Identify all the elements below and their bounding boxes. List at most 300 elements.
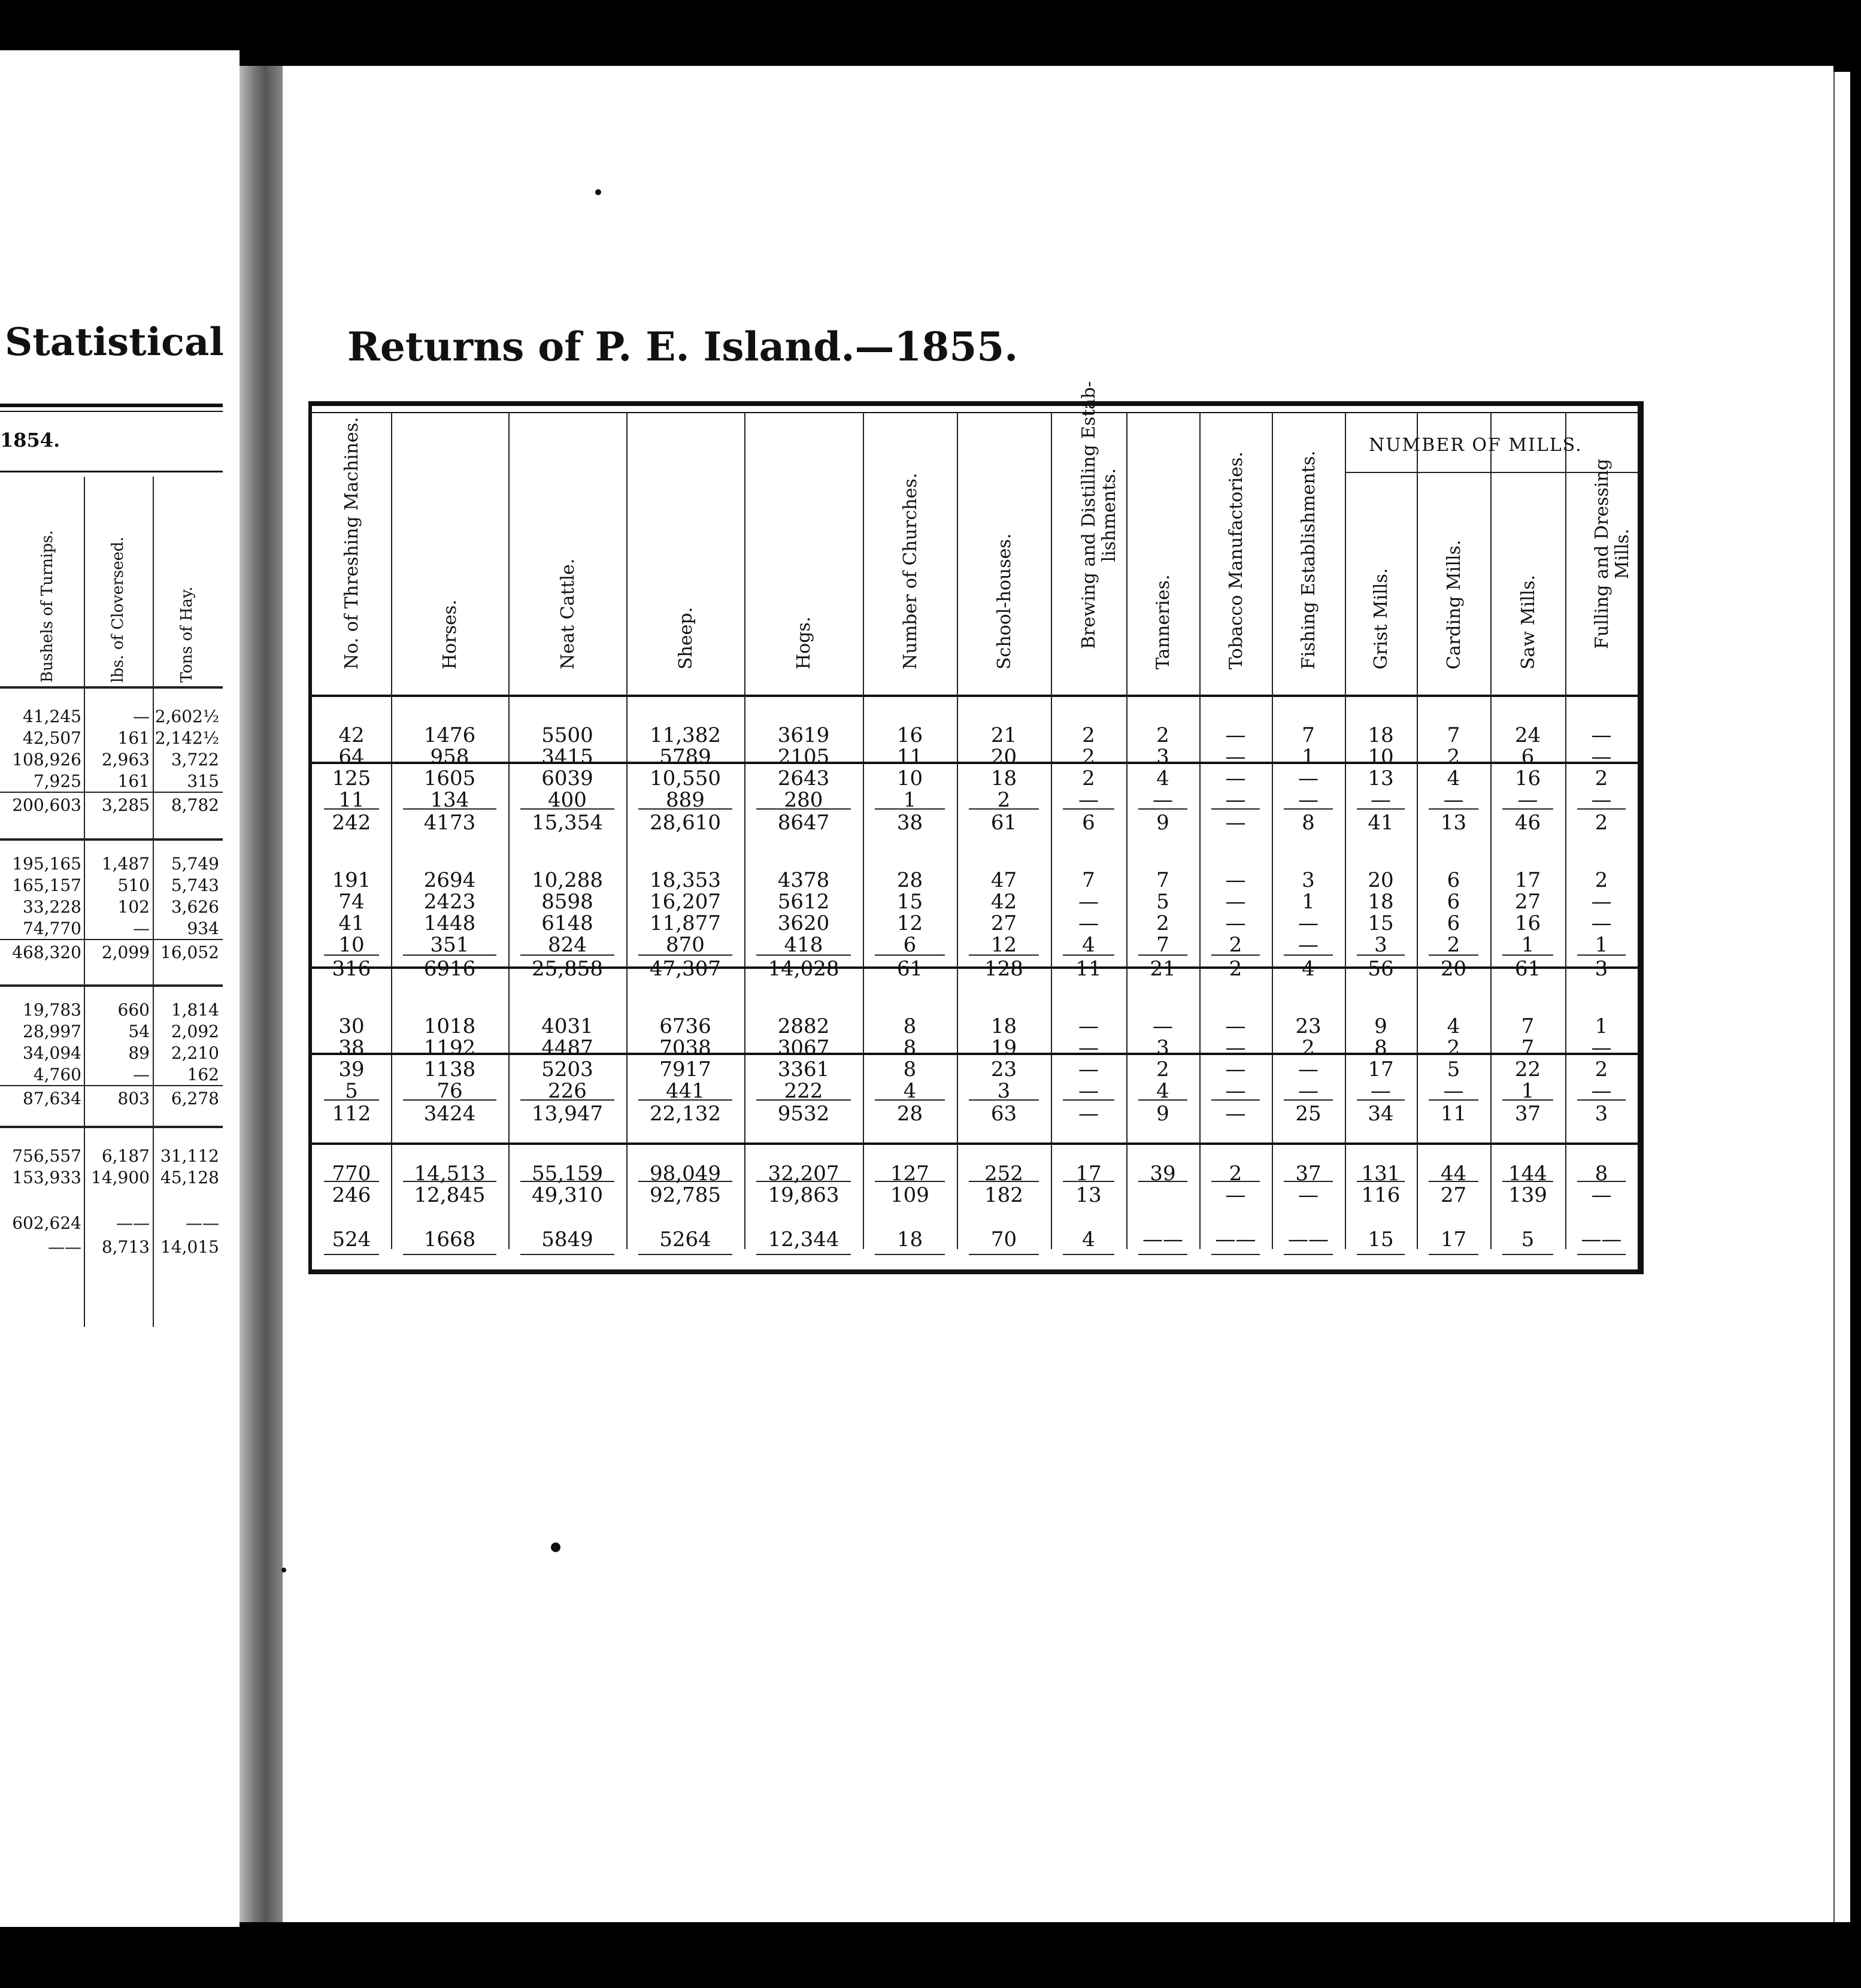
total-rule bbox=[1429, 1181, 1478, 1182]
column-header bbox=[1199, 430, 1272, 693]
table-cell: 92,785 bbox=[650, 1183, 721, 1207]
table-cell: 11,877 bbox=[650, 911, 721, 935]
total-rule bbox=[403, 808, 496, 810]
table-cell: 15,354 bbox=[532, 811, 603, 835]
table-cell: 4487 bbox=[541, 1036, 593, 1060]
total-rule bbox=[756, 954, 851, 956]
table-cell: 15 bbox=[896, 890, 923, 914]
column-header-label: Sheep. bbox=[675, 607, 696, 669]
table-cell: 1138 bbox=[423, 1057, 476, 1081]
column-header-label: Grist Mills. bbox=[1371, 568, 1392, 669]
table-cell: 17 bbox=[1075, 1162, 1102, 1186]
left-table-cell: 87,634 bbox=[23, 1089, 81, 1108]
table-cell: 1476 bbox=[423, 723, 476, 747]
table-cell: — bbox=[1225, 1057, 1246, 1081]
table-cell: 27 bbox=[990, 911, 1017, 935]
table-cell: 8 bbox=[1302, 811, 1315, 835]
table-cell: 6 bbox=[1447, 868, 1460, 892]
table-cell: 2 bbox=[1082, 723, 1095, 747]
table-cell: 2 bbox=[997, 788, 1011, 812]
left-table-cell: 7,925 bbox=[33, 771, 81, 791]
total-rule bbox=[875, 1099, 945, 1101]
total-rule bbox=[1429, 1254, 1478, 1255]
column-header-label: No. of Threshing Machines. bbox=[341, 417, 362, 669]
table-cell: 61 bbox=[1514, 957, 1541, 981]
table-cell: — bbox=[1078, 911, 1099, 935]
left-table-cell: 14,015 bbox=[160, 1237, 219, 1257]
table-cell: 2423 bbox=[423, 890, 476, 914]
total-rule bbox=[1577, 808, 1626, 810]
column-header bbox=[1051, 381, 1126, 693]
table-cell: 16 bbox=[896, 723, 923, 747]
book-spine bbox=[240, 66, 283, 1922]
left-table-cell: 2,092 bbox=[171, 1022, 219, 1041]
table-cell: — bbox=[1078, 1079, 1099, 1103]
column-header bbox=[1417, 478, 1490, 693]
left-table-cell: 2,963 bbox=[101, 750, 150, 769]
table-cell: 14,028 bbox=[768, 957, 839, 981]
left-table-cell: 5,749 bbox=[171, 854, 219, 874]
table-cell: 6736 bbox=[659, 1014, 711, 1038]
total-rule bbox=[756, 808, 851, 810]
total-rule bbox=[1284, 1099, 1333, 1101]
table-cell: 63 bbox=[990, 1102, 1017, 1126]
total-rule bbox=[1138, 954, 1187, 956]
table-cell: 76 bbox=[437, 1079, 463, 1103]
table-cell: 2 bbox=[1595, 766, 1608, 790]
total-rule bbox=[1284, 1254, 1333, 1255]
table-cell: — bbox=[1078, 1102, 1099, 1126]
table-cell: 44 bbox=[1440, 1162, 1467, 1186]
total-rule bbox=[403, 1181, 496, 1182]
table-cell: 7 bbox=[1447, 723, 1460, 747]
column-header-label: School-houses. bbox=[993, 533, 1015, 669]
total-rule bbox=[1211, 1181, 1260, 1182]
table-cell: — bbox=[1298, 1183, 1319, 1207]
table-cell: 27 bbox=[1514, 890, 1541, 914]
table-cell: — bbox=[1591, 890, 1612, 914]
table-cell: 3 bbox=[1302, 868, 1315, 892]
table-cell: 42 bbox=[990, 890, 1017, 914]
total-rule bbox=[1138, 808, 1187, 810]
table-cell: 19 bbox=[990, 1036, 1017, 1060]
table-cell: 61 bbox=[896, 957, 923, 981]
table-cell: 9 bbox=[1156, 1102, 1169, 1126]
table-cell: 4 bbox=[1447, 1014, 1460, 1038]
total-rule bbox=[969, 1181, 1039, 1182]
total-rule bbox=[875, 1254, 945, 1255]
total-rule bbox=[1357, 1254, 1405, 1255]
table-cell: 3067 bbox=[777, 1036, 830, 1060]
table-cell: — bbox=[1225, 1079, 1246, 1103]
table-cell: 21 bbox=[990, 723, 1017, 747]
page-title: Returns of P. E. Island.—1855. bbox=[347, 323, 1019, 370]
total-rule bbox=[324, 1254, 379, 1255]
left-table-cell: 34,094 bbox=[23, 1043, 81, 1063]
table-cell: 5500 bbox=[541, 723, 593, 747]
table-cell: 4378 bbox=[777, 868, 830, 892]
total-rule bbox=[1138, 1254, 1187, 1255]
table-cell: — bbox=[1591, 788, 1612, 812]
total-rule bbox=[756, 1254, 851, 1255]
total-rule bbox=[1502, 1099, 1553, 1101]
table-cell: 9532 bbox=[777, 1102, 830, 1126]
total-rule bbox=[1429, 1099, 1478, 1101]
total-rule bbox=[1577, 1181, 1626, 1182]
table-cell: 41 bbox=[1368, 811, 1394, 835]
table-cell: 11 bbox=[338, 788, 365, 812]
table-cell: 9 bbox=[1374, 1014, 1387, 1038]
table-cell: 5 bbox=[1156, 890, 1169, 914]
table-cell: 23 bbox=[990, 1057, 1017, 1081]
table-cell: 15 bbox=[1368, 1228, 1394, 1251]
table-cell: 7 bbox=[1082, 868, 1095, 892]
left-table-cell: 5,743 bbox=[171, 875, 219, 895]
table-cell: 524 bbox=[332, 1228, 371, 1251]
left-table-cell: — bbox=[133, 1065, 150, 1084]
table-cell: 21 bbox=[1150, 957, 1176, 981]
total-rule bbox=[1063, 1254, 1114, 1255]
table-cell: 6 bbox=[1082, 811, 1095, 835]
total-rule bbox=[1357, 808, 1405, 810]
table-cell: 6 bbox=[1447, 911, 1460, 935]
table-cell: — bbox=[1153, 788, 1173, 812]
total-rule bbox=[520, 1254, 614, 1255]
table-cell: —— bbox=[1142, 1228, 1183, 1251]
ink-speck bbox=[595, 189, 601, 195]
table-cell: 41 bbox=[338, 911, 365, 935]
table-cell: 2 bbox=[1595, 811, 1608, 835]
column-header-label: Hogs. bbox=[793, 616, 814, 669]
table-cell: 11 bbox=[896, 745, 923, 769]
left-table-cell: 3,285 bbox=[101, 795, 150, 815]
table-cell: — bbox=[1225, 766, 1246, 790]
total-rule bbox=[638, 1099, 732, 1101]
total-rule bbox=[324, 1181, 379, 1182]
table-cell: — bbox=[1591, 1079, 1612, 1103]
left-table-cell: 162 bbox=[187, 1065, 219, 1084]
table-cell: 13 bbox=[1368, 766, 1394, 790]
table-cell: — bbox=[1298, 933, 1319, 957]
mills-group-header: NUMBER OF MILLS. bbox=[1369, 435, 1583, 456]
total-rule bbox=[520, 1181, 614, 1182]
total-rule bbox=[1577, 1099, 1626, 1101]
table-cell: 20 bbox=[990, 745, 1017, 769]
total-rule bbox=[324, 1099, 379, 1101]
table-cell: 1018 bbox=[423, 1014, 476, 1038]
table-cell: — bbox=[1591, 745, 1612, 769]
left-table-cell: 8,782 bbox=[171, 795, 219, 815]
left-table-cell: 1,487 bbox=[101, 854, 150, 874]
table-cell: 3 bbox=[1156, 1036, 1169, 1060]
table-cell: 4 bbox=[1156, 1079, 1169, 1103]
table-cell: 3361 bbox=[777, 1057, 830, 1081]
left-table-cell: 102 bbox=[117, 897, 150, 917]
left-table-cell: 3,626 bbox=[171, 897, 219, 917]
table-cell: 10,550 bbox=[650, 766, 721, 790]
table-cell: 4173 bbox=[423, 811, 476, 835]
total-rule bbox=[756, 1099, 851, 1101]
table-cell: — bbox=[1078, 1057, 1099, 1081]
table-cell: — bbox=[1298, 1057, 1319, 1081]
table-cell: — bbox=[1078, 788, 1099, 812]
table-cell: 127 bbox=[890, 1162, 929, 1186]
table-cell: 2105 bbox=[777, 745, 830, 769]
left-table-cell: 161 bbox=[117, 728, 150, 748]
table-cell: 3620 bbox=[777, 911, 830, 935]
table-cell: 18 bbox=[990, 1014, 1017, 1038]
table-cell: 7917 bbox=[659, 1057, 711, 1081]
table-cell: 3 bbox=[1374, 933, 1387, 957]
table-cell: 116 bbox=[1361, 1183, 1401, 1207]
table-cell: 2 bbox=[1447, 933, 1460, 957]
statistics-table bbox=[308, 381, 1644, 1274]
total-rule bbox=[1357, 954, 1405, 956]
total-rule bbox=[756, 1181, 851, 1182]
table-cell: 38 bbox=[896, 811, 923, 835]
table-cell: — bbox=[1225, 1014, 1246, 1038]
table-cell: — bbox=[1591, 1036, 1612, 1060]
left-table-cell: 16,052 bbox=[160, 943, 219, 962]
column-header bbox=[744, 430, 863, 693]
table-cell: 316 bbox=[332, 957, 371, 981]
total-rule bbox=[1429, 954, 1478, 956]
table-cell: 128 bbox=[984, 957, 1023, 981]
column-header bbox=[1565, 459, 1638, 693]
total-rule bbox=[1577, 1254, 1626, 1255]
table-cell: 1 bbox=[1595, 933, 1608, 957]
table-cell: 2 bbox=[1595, 868, 1608, 892]
table-cell: 32,207 bbox=[768, 1162, 839, 1186]
table-cell: 19,863 bbox=[768, 1183, 839, 1207]
table-cell: 5849 bbox=[541, 1228, 593, 1251]
table-cell: 2 bbox=[1302, 1036, 1315, 1060]
table-cell: — bbox=[1591, 911, 1612, 935]
table-cell: 441 bbox=[666, 1079, 705, 1103]
table-cell: 42 bbox=[338, 723, 365, 747]
left-column-header-label: Bushels of Turnips. bbox=[38, 530, 56, 683]
section-separator bbox=[312, 1143, 1638, 1145]
table-cell: 16,207 bbox=[650, 890, 721, 914]
left-table-cell: —— bbox=[186, 1213, 219, 1233]
left-table-cell: —— bbox=[48, 1237, 81, 1257]
table-cell: 47 bbox=[990, 868, 1017, 892]
total-rule bbox=[1502, 808, 1553, 810]
total-rule bbox=[1284, 954, 1333, 956]
total-rule bbox=[1138, 1181, 1187, 1182]
table-cell: 22 bbox=[1514, 1057, 1541, 1081]
table-cell: 191 bbox=[332, 868, 371, 892]
left-table-cell: 660 bbox=[117, 1000, 150, 1020]
table-cell: 55,159 bbox=[532, 1162, 603, 1186]
table-cell: 14,513 bbox=[414, 1162, 486, 1186]
table-cell: 10 bbox=[338, 933, 365, 957]
table-cell: 23 bbox=[1295, 1014, 1322, 1038]
left-table-cell: — bbox=[133, 919, 150, 938]
left-title-rule-thin bbox=[0, 411, 223, 412]
left-table-cell: 4,760 bbox=[33, 1065, 81, 1084]
table-cell: —— bbox=[1288, 1228, 1329, 1251]
table-cell: 889 bbox=[666, 788, 705, 812]
table-cell: 10 bbox=[896, 766, 923, 790]
table-cell: 1192 bbox=[423, 1036, 476, 1060]
table-cell: 125 bbox=[332, 766, 371, 790]
total-rule bbox=[969, 808, 1039, 810]
table-cell: 1 bbox=[1521, 1079, 1535, 1103]
column-header-label: Neat Cattle. bbox=[557, 558, 578, 669]
table-cell: 1 bbox=[1302, 745, 1315, 769]
table-cell: 64 bbox=[338, 745, 365, 769]
table-cell: 7 bbox=[1521, 1036, 1535, 1060]
left-table-cell: 19,783 bbox=[23, 1000, 81, 1020]
table-cell: 12 bbox=[990, 933, 1017, 957]
left-table-cell: 2,142½ bbox=[154, 728, 219, 748]
total-rule bbox=[1063, 1099, 1114, 1101]
table-cell: —— bbox=[1581, 1228, 1622, 1251]
table-cell: 958 bbox=[430, 745, 469, 769]
table-cell: 2 bbox=[1229, 957, 1242, 981]
table-cell: 770 bbox=[332, 1162, 371, 1186]
table-cell: 8598 bbox=[541, 890, 593, 914]
table-cell: 5 bbox=[345, 1079, 358, 1103]
table-cell: 1 bbox=[1521, 933, 1535, 957]
table-cell: — bbox=[1371, 788, 1391, 812]
table-cell: 37 bbox=[1295, 1162, 1322, 1186]
table-cell: 7 bbox=[1302, 723, 1315, 747]
table-cell: 6 bbox=[1521, 745, 1535, 769]
table-cell: — bbox=[1443, 1079, 1464, 1103]
table-cell: 5203 bbox=[541, 1057, 593, 1081]
table-cell: — bbox=[1591, 723, 1612, 747]
table-cell: 1448 bbox=[423, 911, 476, 935]
table-cell: 3 bbox=[1156, 745, 1169, 769]
column-header-label: Carding Mills. bbox=[1443, 540, 1465, 669]
table-cell: 1 bbox=[1595, 1014, 1608, 1038]
table-cell: 2 bbox=[1156, 911, 1169, 935]
column-header-label: Brewing and Distilling Estab- lishments. bbox=[1078, 381, 1120, 649]
total-rule bbox=[1211, 954, 1260, 956]
table-cell: — bbox=[1078, 890, 1099, 914]
left-table-cell: 3,722 bbox=[171, 750, 219, 769]
table-cell: 25 bbox=[1295, 1102, 1322, 1126]
table-cell: — bbox=[1225, 723, 1246, 747]
table-cell: 5264 bbox=[659, 1228, 711, 1251]
total-rule bbox=[969, 1099, 1039, 1101]
table-cell: 5612 bbox=[777, 890, 830, 914]
total-rule bbox=[638, 954, 732, 956]
table-cell: 13 bbox=[1075, 1183, 1102, 1207]
table-cell: 7 bbox=[1521, 1014, 1535, 1038]
table-cell: 5 bbox=[1447, 1057, 1460, 1081]
table-cell: 139 bbox=[1508, 1183, 1547, 1207]
table-cell: 28 bbox=[896, 1102, 923, 1126]
column-header-label: Tanneries. bbox=[1153, 574, 1174, 669]
table-cell: 8 bbox=[1595, 1162, 1608, 1186]
left-page bbox=[0, 50, 240, 1927]
left-table-cell: 756,557 bbox=[12, 1146, 81, 1166]
table-cell: — bbox=[1298, 911, 1319, 935]
table-cell: 2 bbox=[1082, 766, 1095, 790]
left-section-rule bbox=[0, 984, 223, 987]
table-cell: 246 bbox=[332, 1183, 371, 1207]
table-cell: — bbox=[1225, 788, 1246, 812]
table-cell: — bbox=[1517, 788, 1538, 812]
left-table-cell: 42,507 bbox=[23, 728, 81, 748]
total-rule bbox=[638, 1181, 732, 1182]
table-cell: 12 bbox=[896, 911, 923, 935]
table-cell: 16 bbox=[1514, 766, 1541, 790]
left-table-cell: 14,900 bbox=[91, 1168, 150, 1187]
table-cell: 2 bbox=[1229, 1162, 1242, 1186]
total-rule bbox=[1063, 808, 1114, 810]
column-header bbox=[626, 430, 744, 693]
table-cell: 2 bbox=[1156, 1057, 1169, 1081]
total-rule bbox=[1577, 954, 1626, 956]
table-cell: 109 bbox=[890, 1183, 929, 1207]
table-cell: — bbox=[1078, 1014, 1099, 1038]
table-cell: 4 bbox=[1447, 766, 1460, 790]
table-cell: 28,610 bbox=[650, 811, 721, 835]
table-cell: 37 bbox=[1514, 1102, 1541, 1126]
page-edge bbox=[1833, 72, 1850, 1922]
left-table-cell: 89 bbox=[128, 1043, 150, 1063]
table-cell: — bbox=[1371, 1079, 1391, 1103]
left-table-cell: 803 bbox=[117, 1089, 150, 1108]
total-rule bbox=[1211, 1099, 1260, 1101]
table-cell: 49,310 bbox=[532, 1183, 603, 1207]
table-cell: 182 bbox=[984, 1183, 1023, 1207]
column-header-label: Number of Churches. bbox=[899, 472, 921, 669]
table-cell: — bbox=[1225, 890, 1246, 914]
total-rule bbox=[520, 808, 614, 810]
table-cell: 1 bbox=[903, 788, 917, 812]
left-table-cell: 54 bbox=[128, 1022, 150, 1041]
total-rule bbox=[1429, 808, 1478, 810]
table-cell: — bbox=[1298, 1079, 1319, 1103]
table-cell: 46 bbox=[1514, 811, 1541, 835]
table-cell: 39 bbox=[1150, 1162, 1176, 1186]
table-cell: 10,288 bbox=[532, 868, 603, 892]
column-header bbox=[1126, 430, 1199, 693]
table-cell: 20 bbox=[1368, 868, 1394, 892]
total-rule bbox=[520, 954, 614, 956]
table-cell: 18 bbox=[990, 766, 1017, 790]
left-table-cell: 74,770 bbox=[23, 919, 81, 938]
table-cell: 15 bbox=[1368, 911, 1394, 935]
table-cell: 12,344 bbox=[768, 1228, 839, 1251]
table-cell: 242 bbox=[332, 811, 371, 835]
left-table-cell: 41,245 bbox=[23, 707, 81, 726]
column-header bbox=[957, 430, 1051, 693]
total-rule bbox=[969, 1254, 1039, 1255]
total-rule bbox=[638, 1254, 732, 1255]
left-table-cell: 6,278 bbox=[171, 1089, 219, 1108]
table-cell: — bbox=[1298, 788, 1319, 812]
table-cell: — bbox=[1225, 811, 1246, 835]
left-table-cell: 468,320 bbox=[12, 943, 81, 962]
table-cell: 2 bbox=[1229, 933, 1242, 957]
total-rule bbox=[875, 954, 945, 956]
left-table-cell: —— bbox=[116, 1213, 150, 1233]
table-cell: 4 bbox=[1156, 766, 1169, 790]
column-header bbox=[863, 430, 957, 693]
table-cell: 3 bbox=[1595, 1102, 1608, 1126]
table-cell: 10 bbox=[1368, 745, 1394, 769]
column-header-label: Horses. bbox=[440, 599, 460, 669]
left-table-cell: 28,997 bbox=[23, 1022, 81, 1041]
table-cell: 47,307 bbox=[650, 957, 721, 981]
total-rule bbox=[403, 954, 496, 956]
